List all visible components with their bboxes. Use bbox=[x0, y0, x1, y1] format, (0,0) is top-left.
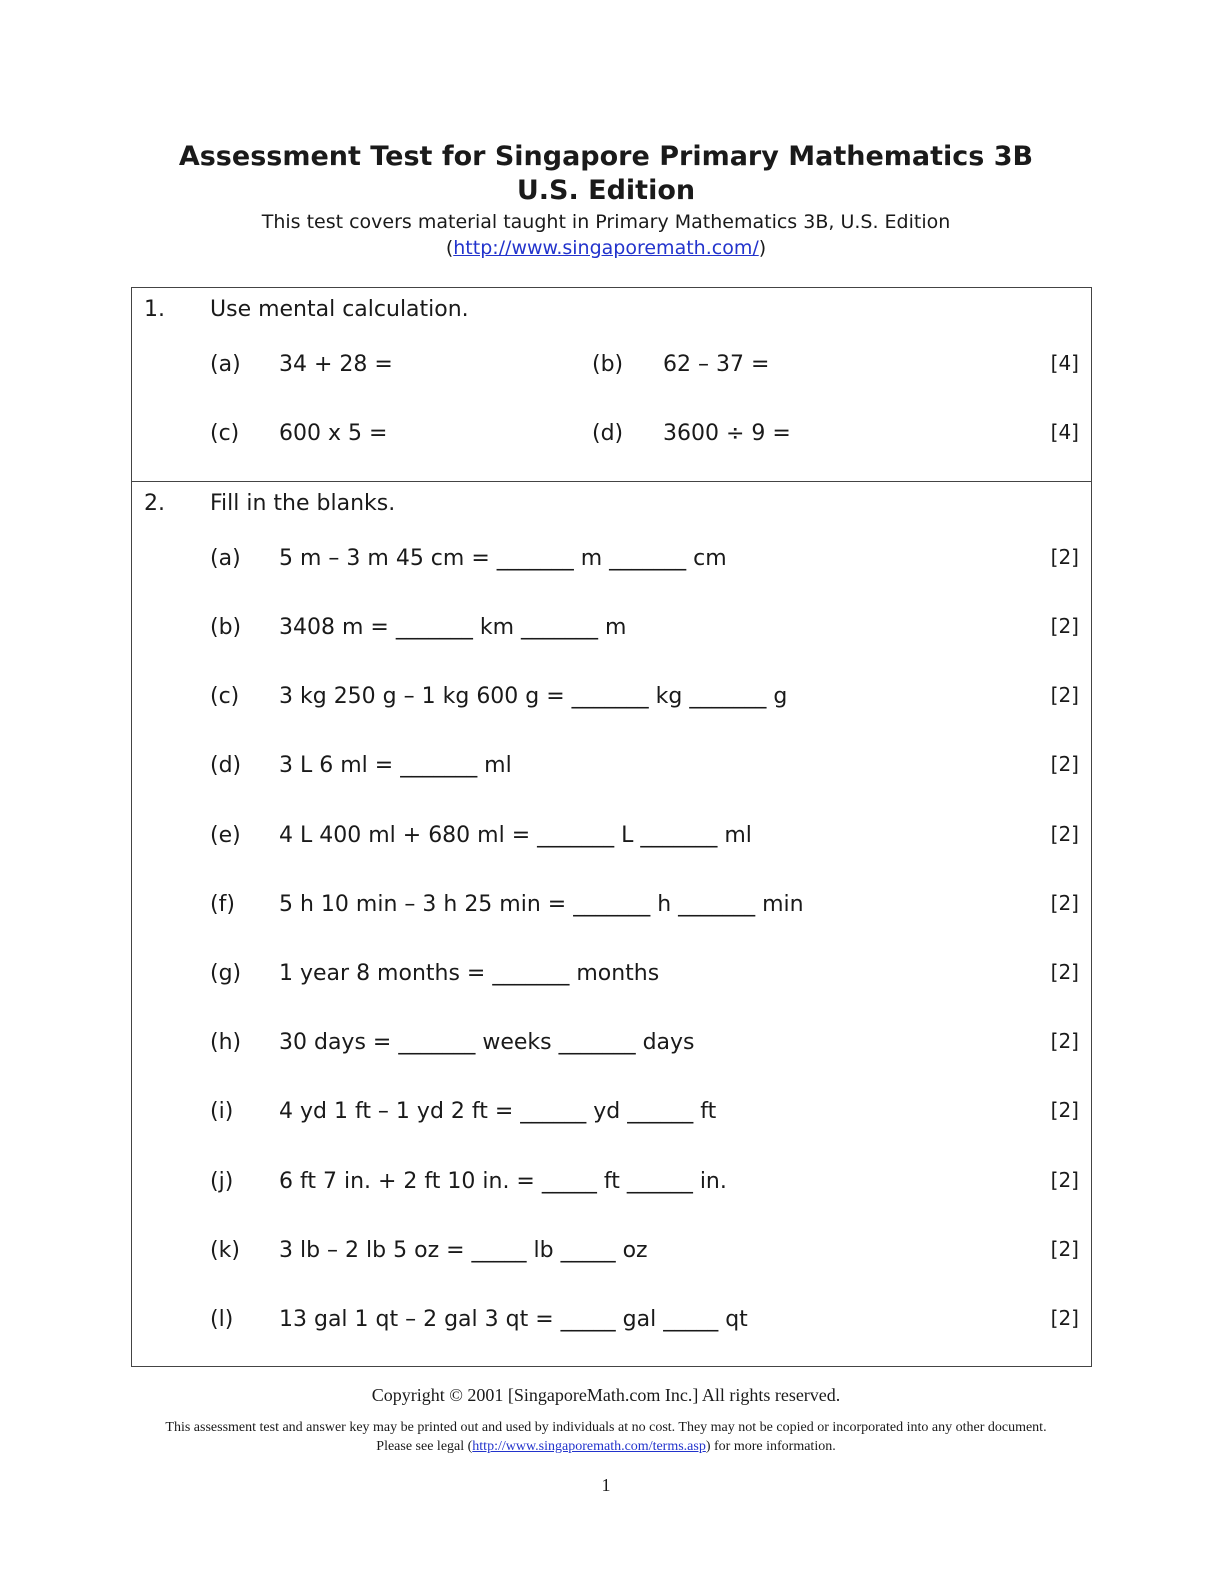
q2-label-k: (k) bbox=[210, 1238, 240, 1263]
q1-label-b: (b) bbox=[592, 352, 624, 377]
q2-label-j: (j) bbox=[210, 1169, 234, 1194]
q2-text-c: 3 kg 250 g – 1 kg 600 g = _______ kg _______ g bbox=[279, 684, 788, 709]
q2-label-c: (c) bbox=[210, 684, 240, 709]
page-header bbox=[0, 140, 1212, 260]
q2-label-h: (h) bbox=[210, 1030, 242, 1055]
q1-expr-a: 34 + 28 = bbox=[279, 352, 393, 377]
copyright-notice: Copyright © 2001 [SingaporeMath.com Inc.] All rights reserved. bbox=[371, 1385, 841, 1405]
q2-marks-k: [2] bbox=[1050, 1237, 1079, 1261]
q2-label-i: (i) bbox=[210, 1099, 234, 1124]
link-close-paren: ) bbox=[758, 237, 767, 259]
q2-label-d: (d) bbox=[210, 753, 242, 778]
q2-text-g: 1 year 8 months = _______ months bbox=[279, 961, 660, 986]
question-divider bbox=[132, 481, 1091, 482]
q2-text-d: 3 L 6 ml = _______ ml bbox=[279, 753, 512, 778]
q2-text-j: 6 ft 7 in. + 2 ft 10 in. = _____ ft ______ in. bbox=[279, 1169, 727, 1194]
q2-number: 2. bbox=[144, 491, 165, 516]
q2-label-b: (b) bbox=[210, 615, 242, 640]
q2-label-f: (f) bbox=[210, 892, 235, 917]
q2-marks-b: [2] bbox=[1050, 614, 1079, 638]
q2-marks-g: [2] bbox=[1050, 960, 1079, 984]
q2-marks-e: [2] bbox=[1050, 822, 1079, 846]
q2-label-g: (g) bbox=[210, 961, 242, 986]
q2-text-i: 4 yd 1 ft – 1 yd 2 ft = ______ yd ______ ft bbox=[279, 1099, 717, 1124]
q1-label-d: (d) bbox=[592, 421, 624, 446]
q1-row2-marks: [4] bbox=[1050, 420, 1079, 444]
q2-marks-i: [2] bbox=[1050, 1098, 1079, 1122]
q1-label-a: (a) bbox=[210, 352, 241, 377]
q1-expr-c: 600 x 5 = bbox=[279, 421, 388, 446]
legal-notice bbox=[150, 1418, 1062, 1456]
q1-row1-marks: [4] bbox=[1050, 351, 1079, 375]
q1-expr-b: 62 – 37 = bbox=[663, 352, 770, 377]
title-line-1: Assessment Test for Singapore Primary Mathematics 3B bbox=[178, 141, 1034, 172]
legal-link[interactable]: http://www.singaporemath.com/terms.asp bbox=[472, 1439, 706, 1454]
subtitle: This test covers material taught in Primary Mathematics 3B, U.S. Edition bbox=[261, 211, 951, 233]
q2-text-b: 3408 m = _______ km _______ m bbox=[279, 615, 627, 640]
q2-marks-h: [2] bbox=[1050, 1029, 1079, 1053]
q2-text-h: 30 days = _______ weeks _______ days bbox=[279, 1030, 695, 1055]
q2-text-e: 4 L 400 ml + 680 ml = _______ L _______ ml bbox=[279, 823, 752, 848]
q1-label-c: (c) bbox=[210, 421, 240, 446]
legal-text-1: This assessment test and answer key may be printed out and used by individuals at no cost. They may not be copied or incorporated into any other document. Please see legal ( bbox=[165, 1420, 1047, 1454]
q2-label-a: (a) bbox=[210, 546, 241, 571]
q1-expr-d: 3600 ÷ 9 = bbox=[663, 421, 791, 446]
q2-marks-a: [2] bbox=[1050, 545, 1079, 569]
q2-marks-f: [2] bbox=[1050, 891, 1079, 915]
q2-text-k: 3 lb – 2 lb 5 oz = _____ lb _____ oz bbox=[279, 1238, 648, 1263]
title-line-2: U.S. Edition bbox=[516, 175, 696, 206]
q2-marks-l: [2] bbox=[1050, 1306, 1079, 1330]
questions-box bbox=[131, 287, 1092, 1367]
q2-marks-d: [2] bbox=[1050, 752, 1079, 776]
q1-number: 1. bbox=[144, 297, 165, 322]
website-link[interactable]: http://www.singaporemath.com/ bbox=[453, 237, 759, 259]
q2-marks-c: [2] bbox=[1050, 683, 1079, 707]
q2-text-l: 13 gal 1 qt – 2 gal 3 qt = _____ gal _____ qt bbox=[279, 1307, 748, 1332]
link-open-paren: ( bbox=[445, 237, 454, 259]
q1-instruction: Use mental calculation. bbox=[210, 297, 469, 322]
legal-text-2: ) for more information. bbox=[705, 1439, 836, 1454]
website-line bbox=[0, 236, 1212, 260]
q2-text-f: 5 h 10 min – 3 h 25 min = _______ h _______ min bbox=[279, 892, 804, 917]
q2-label-e: (e) bbox=[210, 823, 241, 848]
q2-text-a: 5 m – 3 m 45 cm = _______ m _______ cm bbox=[279, 546, 727, 571]
q2-instruction: Fill in the blanks. bbox=[210, 491, 396, 516]
q2-label-l: (l) bbox=[210, 1307, 234, 1332]
page-number: 1 bbox=[601, 1475, 611, 1495]
q2-marks-j: [2] bbox=[1050, 1168, 1079, 1192]
